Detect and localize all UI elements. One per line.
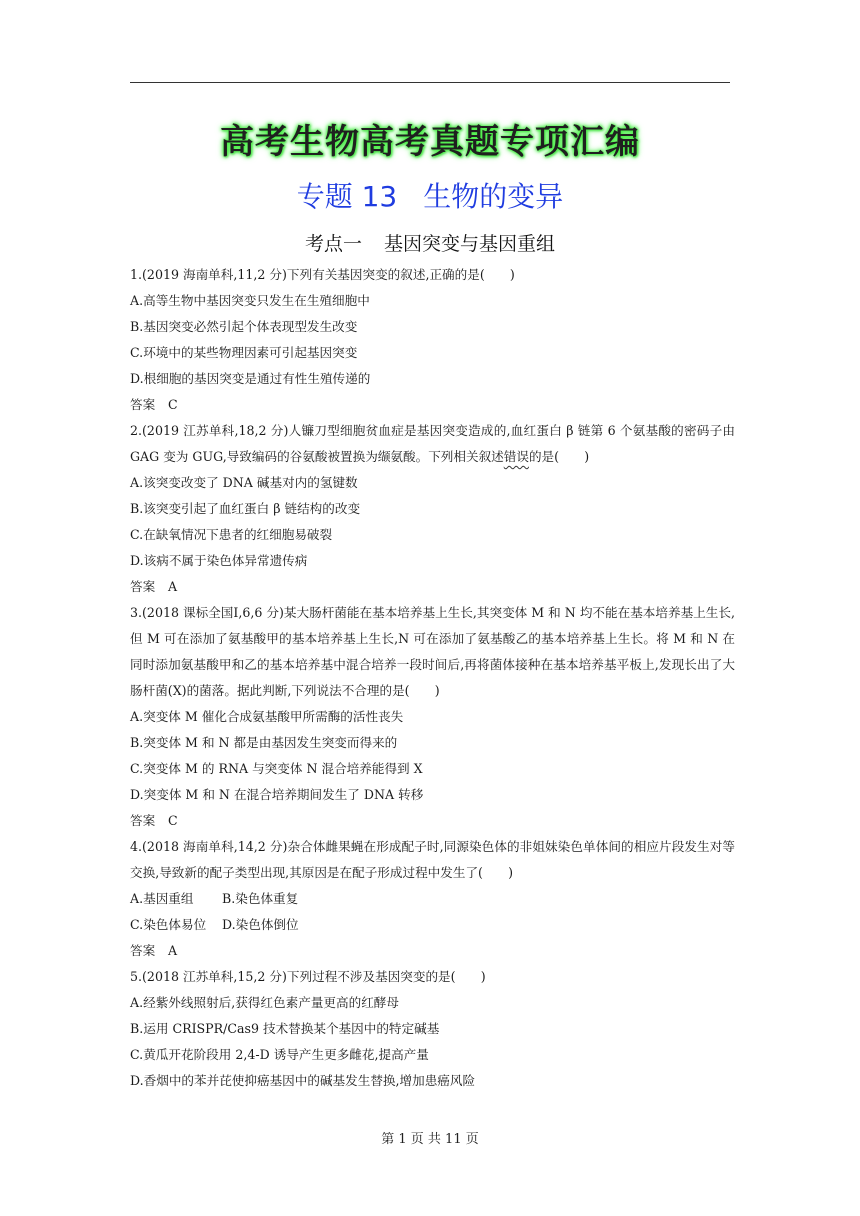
answer-line	[130, 938, 735, 964]
section-label: 考点一	[304, 233, 362, 255]
option-d: D.香烟中的苯并芘使抑癌基因中的碱基发生替换,增加患癌风险	[130, 1073, 476, 1088]
option-c: C.染色体易位	[130, 917, 207, 932]
option-row	[130, 886, 735, 912]
option-a: A.该突变改变了 DNA 碱基对内的氢键数	[130, 475, 358, 490]
answer-value: A	[168, 579, 178, 594]
topic-title: 生物的变异	[423, 180, 564, 213]
question-stem: 5.(2018 江苏单科,15,2 分)下列过程不涉及基因突变的是( )	[130, 969, 486, 984]
question-stem-part: 2.(2019 江苏单科,18,2 分)人镰刀型细胞贫血症是基因突变造成的,血红蛋白 β 链第 6 个氨基酸的密码子由 GAG 变为 GUG,导致编码的谷氨酸被置换为缬氨酸。下列相关叙述	[130, 423, 735, 464]
answer-value: A	[168, 943, 178, 958]
question-stem-part: 的是( )	[528, 449, 590, 464]
question-1	[130, 262, 735, 418]
option-a: A.经紫外线照射后,获得红色素产量更高的红酵母	[130, 995, 399, 1010]
option-c: C.环境中的某些物理因素可引起基因突变	[130, 345, 358, 360]
answer-value: C	[168, 813, 178, 828]
option-a: A.突变体 M 催化合成氨基酸甲所需酶的活性丧失	[130, 709, 404, 724]
page-number: 第 1 页 共 11 页	[381, 1132, 479, 1147]
section-title: 基因突变与基因重组	[384, 233, 556, 255]
option-d: D.染色体倒位	[222, 917, 299, 932]
answer-line	[130, 574, 735, 600]
section-heading	[0, 229, 860, 256]
answer-label: 答案	[130, 579, 156, 594]
option-c: C.黄瓜开花阶段用 2,4-D 诱导产生更多雌花,提高产量	[130, 1047, 429, 1062]
option-d: D.根细胞的基因突变是通过有性生殖传递的	[130, 371, 371, 386]
emphasis-word: 错误	[503, 449, 529, 464]
question-3	[130, 600, 735, 834]
question-stem: 3.(2018 课标全国Ⅰ,6,6 分)某大肠杆菌能在基本培养基上生长,其突变体 M 和 N 均不能在基本培养基上生长,但 M 可在添加了氨基酸甲的基本培养基上生长,N 可在添加了氨基酸乙的基本培养基上生长。将 M 和 N 在同时添加氨基酸甲和乙的基本培养基中混合培养一段时间后,再将菌体接种在基本培养基平板上,发现长出了大肠杆菌(X)的菌落。据此判断,下列说法不合理的是( )	[130, 605, 735, 698]
topic-label: 专题 13	[296, 180, 398, 213]
question-stem	[130, 418, 735, 470]
topic-heading	[0, 175, 860, 215]
answer-line	[130, 808, 735, 834]
option-a: A.基因重组	[130, 891, 194, 906]
question-5	[130, 964, 735, 1094]
answer-label: 答案	[130, 943, 156, 958]
option-b: B.突变体 M 和 N 都是由基因发生突变而得来的	[130, 735, 398, 750]
option-b: B.基因突变必然引起个体表现型发生改变	[130, 319, 358, 334]
question-stem: 4.(2018 海南单科,14,2 分)杂合体雌果蝇在形成配子时,同源染色体的非姐妹染色单体间的相应片段发生对等交换,导致新的配子类型出现,其原因是在配子形成过程中发生了( )	[130, 839, 735, 880]
header-rule	[130, 82, 730, 83]
option-b: B.运用 CRISPR/Cas9 技术替换某个基因中的特定碱基	[130, 1021, 440, 1036]
banner-title: 高考生物高考真题专项汇编	[220, 122, 640, 162]
option-row	[130, 912, 735, 938]
answer-line	[130, 392, 735, 418]
answer-label: 答案	[130, 813, 156, 828]
answer-value: C	[168, 397, 178, 412]
question-2	[130, 418, 735, 600]
answer-label: 答案	[130, 397, 156, 412]
option-b: B.染色体重复	[222, 891, 299, 906]
question-list	[130, 262, 735, 1094]
option-d: D.该病不属于染色体异常遗传病	[130, 553, 308, 568]
option-b: B.该突变引起了血红蛋白 β 链结构的改变	[130, 501, 361, 516]
option-a: A.高等生物中基因突变只发生在生殖细胞中	[130, 293, 370, 308]
option-c: C.突变体 M 的 RNA 与突变体 N 混合培养能得到 X	[130, 761, 423, 776]
option-d: D.突变体 M 和 N 在混合培养期间发生了 DNA 转移	[130, 787, 424, 802]
question-stem: 1.(2019 海南单科,11,2 分)下列有关基因突变的叙述,正确的是( )	[130, 267, 515, 282]
option-c: C.在缺氧情况下患者的红细胞易破裂	[130, 527, 333, 542]
question-4	[130, 834, 735, 964]
